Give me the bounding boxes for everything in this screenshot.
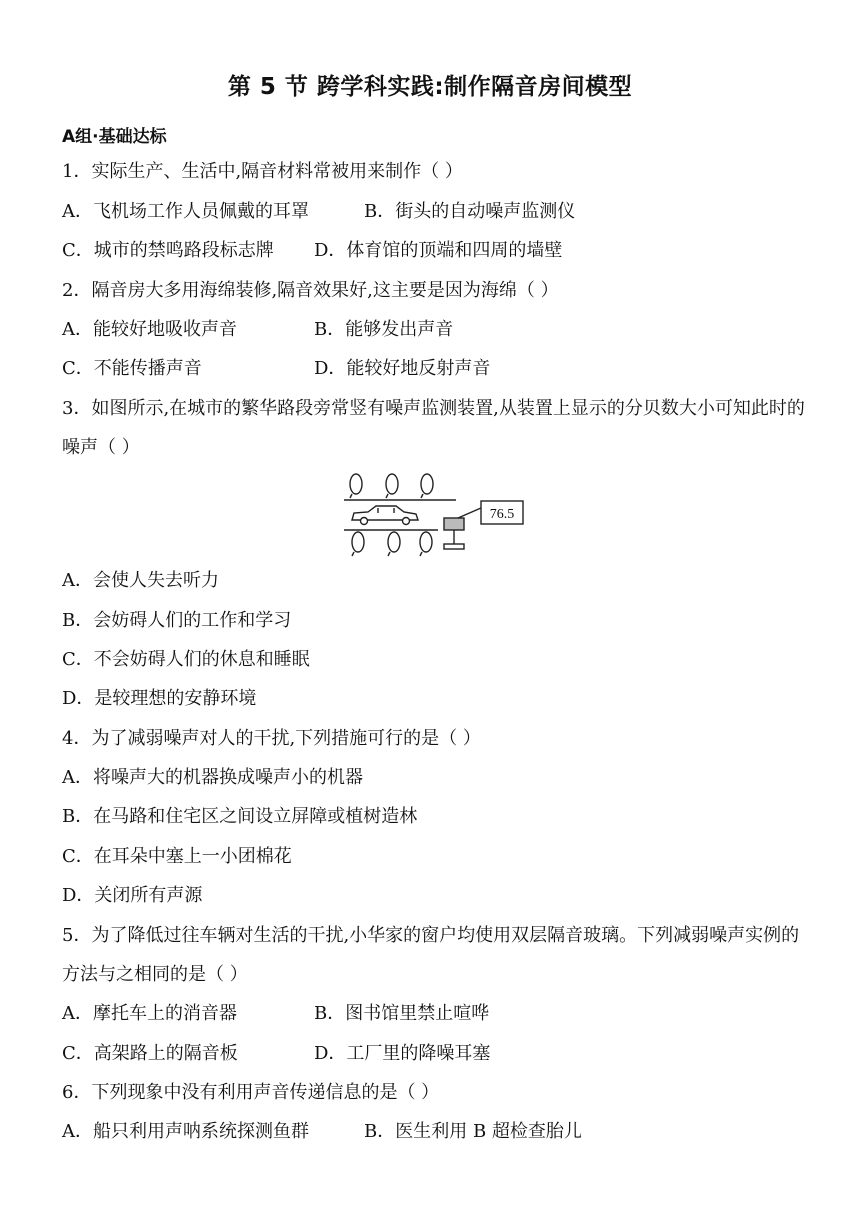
car-icon [352,506,418,525]
question-5-option-d: D．工厂里的降噪耳塞 [314,1043,491,1064]
question-5-option-a: A．摩托车上的消音器 [62,1003,237,1024]
tree-icon [352,532,364,556]
tree-icon [388,532,400,556]
question-4-stem: 4．为了减弱噪声对人的干扰,下列措施可行的是（ ） [62,728,481,749]
question-4-option-c: C．在耳朵中塞上一小团棉花 [62,846,292,867]
tree-icon [421,474,433,498]
question-5-option-c: C．高架路上的隔音板 [62,1043,238,1064]
question-4-option-b: B．在马路和住宅区之间设立屏障或植树造林 [62,806,418,827]
question-1-option-c: C．城市的禁鸣路段标志牌 [62,240,274,261]
question-5-stem: 5．为了降低过往车辆对生活的干扰,小华家的窗户均使用双层隔音玻璃。下列减弱噪声实例的方法与之相同的是（ ） [62,925,800,985]
page-title: 第 5 节 跨学科实践:制作隔音房间模型 [227,74,633,100]
question-3-option-b: B．会妨碍人们的工作和学习 [62,610,292,631]
decibel-reading: 76.5 [489,507,515,522]
question-3-option-c: C．不会妨碍人们的休息和睡眠 [62,649,310,670]
question-1-option-a: A．飞机场工作人员佩戴的耳罩 [62,201,309,222]
question-2-stem: 2．隔音房大多用海绵装修,隔音效果好,这主要是因为海绵（ ） [62,280,559,301]
question-3-stem: 3．如图所示,在城市的繁华路段旁常竖有噪声监测装置,从装置上显示的分贝数大小可知此时的噪声（ ） [62,398,805,458]
question-4-option-d: D．关闭所有声源 [62,885,203,906]
section-heading: A组·基础达标 [62,127,167,147]
question-2-option-b: B．能够发出声音 [314,319,454,340]
tree-icon [420,532,432,556]
question-1-option-b: B．街头的自动噪声监测仪 [364,201,576,222]
question-1-option-d: D．体育馆的顶端和四周的墙壁 [314,240,563,261]
tree-icon [386,474,398,498]
question-1-stem: 1．实际生产、生活中,隔音材料常被用来制作（ ） [62,161,463,182]
tree-icon [350,474,362,498]
question-6-option-a: A．船只利用声呐系统探测鱼群 [62,1121,309,1142]
question-5-option-b: B．图书馆里禁止喧哗 [314,1003,490,1024]
question-6-option-b: B．医生利用 B 超检查胎儿 [364,1121,582,1142]
question-3-option-a: A．会使人失去听力 [62,570,219,591]
question-6-stem: 6．下列现象中没有利用声音传递信息的是（ ） [62,1082,440,1103]
question-2-option-a: A．能较好地吸收声音 [62,319,237,340]
question-3-option-d: D．是较理想的安静环境 [62,688,257,709]
question-4-option-a: A．将噪声大的机器换成噪声小的机器 [62,767,363,788]
noise-monitor-figure [338,468,528,560]
question-2-option-d: D．能较好地反射声音 [314,358,491,379]
question-2-option-c: C．不能传播声音 [62,358,202,379]
